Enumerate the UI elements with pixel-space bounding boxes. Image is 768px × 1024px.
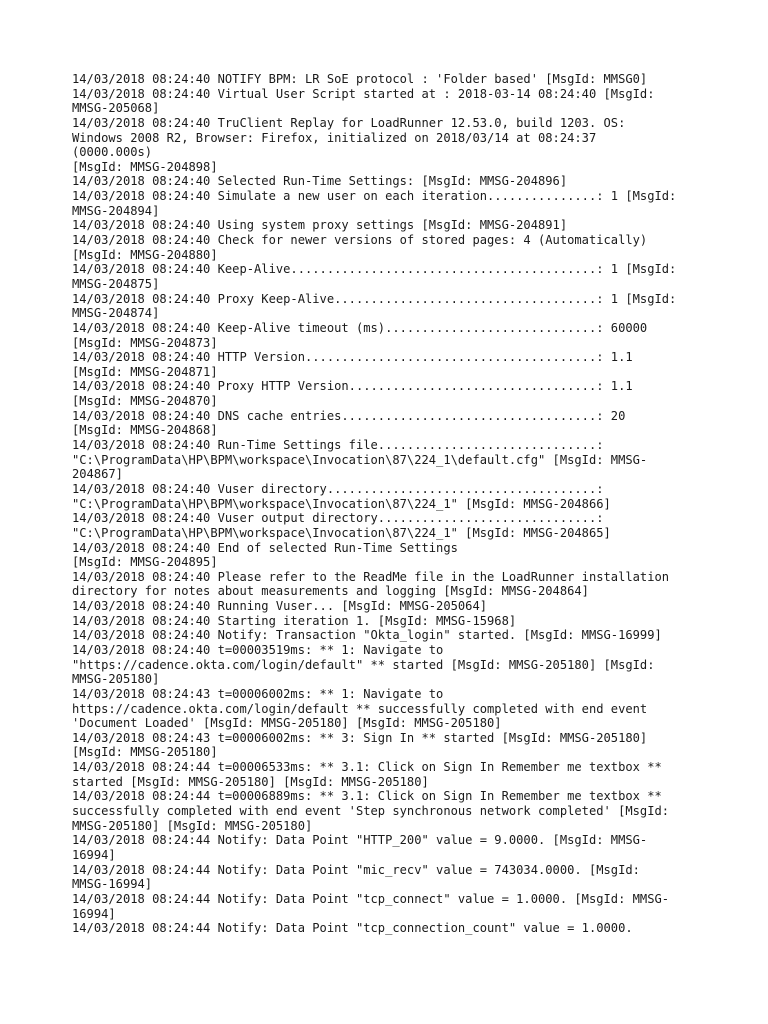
log-line: started [MsgId: MMSG-205180] [MsgId: MMSG-205180] bbox=[72, 774, 429, 789]
log-line: 16994] bbox=[72, 847, 116, 862]
log-line: 14/03/2018 08:24:44 Notify: Data Point "tcp_connect" value = 1.0000. [MsgId: MMSG- bbox=[72, 891, 670, 906]
log-line: 14/03/2018 08:24:40 Virtual User Script started at : 2018-03-14 08:24:40 [MsgId: bbox=[72, 86, 655, 101]
log-line: directory for notes about measurements and logging [MsgId: MMSG-204864] bbox=[72, 584, 589, 599]
log-line: 14/03/2018 08:24:43 t=00006002ms: ** 1: Navigate to bbox=[72, 686, 444, 701]
log-line: 204867] bbox=[72, 467, 123, 482]
log-line: "C:\ProgramData\HP\BPM\workspace\Invocation\87\224_1" [MsgId: MMSG-204865] bbox=[72, 525, 611, 540]
log-line: 14/03/2018 08:24:40 DNS cache entries...................................: 20 bbox=[72, 408, 626, 423]
log-line: [MsgId: MMSG-204880] bbox=[72, 247, 218, 262]
log-line: https://cadence.okta.com/login/default ** successfully completed with end event bbox=[72, 701, 648, 716]
log-line: MMSG-205068] bbox=[72, 101, 160, 116]
log-line: 14/03/2018 08:24:40 Starting iteration 1. [MsgId: MMSG-15968] bbox=[72, 613, 517, 628]
log-line: 14/03/2018 08:24:40 Running Vuser... [MsgId: MMSG-205064] bbox=[72, 599, 488, 614]
log-line: "C:\ProgramData\HP\BPM\workspace\Invocation\87\224_1\default.cfg" [MsgId: MMSG- bbox=[72, 452, 648, 467]
log-line: "C:\ProgramData\HP\BPM\workspace\Invocation\87\224_1" [MsgId: MMSG-204866] bbox=[72, 496, 611, 511]
log-line: 14/03/2018 08:24:40 Simulate a new user on each iteration...............: 1 [MsgId: bbox=[72, 189, 677, 204]
log-line: 14/03/2018 08:24:40 Check for newer versions of stored pages: 4 (Automatically) bbox=[72, 233, 648, 248]
log-line: 14/03/2018 08:24:40 NOTIFY BPM: LR SoE protocol : 'Folder based' [MsgId: MMSG0] bbox=[72, 72, 648, 86]
log-line: [MsgId: MMSG-204871] bbox=[72, 364, 218, 379]
log-line: 14/03/2018 08:24:40 TruClient Replay for LoadRunner 12.53.0, build 1203. OS: bbox=[72, 115, 626, 130]
log-line: 14/03/2018 08:24:40 End of selected Run-Time Settings bbox=[72, 540, 458, 555]
log-line: Windows 2008 R2, Browser: Firefox, initialized on 2018/03/14 at 08:24:37 bbox=[72, 130, 597, 145]
log-line: MMSG-204894] bbox=[72, 203, 160, 218]
log-line: 14/03/2018 08:24:40 HTTP Version........................................: 1.1 bbox=[72, 350, 633, 365]
log-output bbox=[72, 72, 702, 936]
log-line: 'Document Loaded' [MsgId: MMSG-205180] [MsgId: MMSG-205180] bbox=[72, 716, 502, 731]
log-line: 14/03/2018 08:24:44 t=00006533ms: ** 3.1: Click on Sign In Remember me textbox ** bbox=[72, 760, 662, 775]
log-line: 14/03/2018 08:24:40 Proxy Keep-Alive....................................: 1 [MsgId: bbox=[72, 291, 677, 306]
log-line: 14/03/2018 08:24:40 Run-Time Settings file..............................: bbox=[72, 438, 604, 453]
log-line: MMSG-204875] bbox=[72, 276, 160, 291]
log-line: 14/03/2018 08:24:40 Using system proxy settings [MsgId: MMSG-204891] bbox=[72, 218, 568, 233]
log-line: 14/03/2018 08:24:40 Vuser directory.....................................: bbox=[72, 481, 604, 496]
log-line: 14/03/2018 08:24:40 t=00003519ms: ** 1: Navigate to bbox=[72, 642, 444, 657]
log-line: 14/03/2018 08:24:43 t=00006002ms: ** 3: Sign In ** started [MsgId: MMSG-205180] bbox=[72, 730, 648, 745]
log-line: 14/03/2018 08:24:40 Notify: Transaction "Okta_login" started. [MsgId: MMSG-16999] bbox=[72, 628, 662, 643]
log-line: 14/03/2018 08:24:40 Keep-Alive..........................................: 1 [MsgId: bbox=[72, 262, 677, 277]
log-line: MMSG-205180] [MsgId: MMSG-205180] bbox=[72, 818, 313, 833]
log-line: 14/03/2018 08:24:40 Selected Run-Time Settings: [MsgId: MMSG-204896] bbox=[72, 174, 568, 189]
log-line: "https://cadence.okta.com/login/default" ** started [MsgId: MMSG-205180] [MsgId: bbox=[72, 657, 655, 672]
log-line: 16994] bbox=[72, 906, 116, 921]
log-line: MMSG-204874] bbox=[72, 306, 160, 321]
log-line: 14/03/2018 08:24:40 Vuser output directory..............................: bbox=[72, 511, 604, 526]
log-line: successfully completed with end event 'Step synchronous network completed' [MsgId: bbox=[72, 804, 670, 819]
log-line: [MsgId: MMSG-204870] bbox=[72, 394, 218, 409]
log-line: 14/03/2018 08:24:44 Notify: Data Point "tcp_connection_count" value = 1.0000. bbox=[72, 921, 633, 936]
log-line: 14/03/2018 08:24:40 Keep-Alive timeout (ms).............................: 60000 bbox=[72, 320, 648, 335]
log-line: 14/03/2018 08:24:44 Notify: Data Point "mic_recv" value = 743034.0000. [MsgId: bbox=[72, 862, 640, 877]
log-line: [MsgId: MMSG-204868] bbox=[72, 423, 218, 438]
log-line: [MsgId: MMSG-205180] bbox=[72, 745, 218, 760]
log-line: [MsgId: MMSG-204895] bbox=[72, 555, 218, 570]
log-line: [MsgId: MMSG-204873] bbox=[72, 335, 218, 350]
log-line: 14/03/2018 08:24:44 t=00006889ms: ** 3.1: Click on Sign In Remember me textbox ** bbox=[72, 789, 662, 804]
log-line: MMSG-16994] bbox=[72, 877, 153, 892]
log-line: MMSG-205180] bbox=[72, 672, 160, 687]
log-line: 14/03/2018 08:24:40 Proxy HTTP Version..................................: 1.1 bbox=[72, 379, 633, 394]
log-line: 14/03/2018 08:24:44 Notify: Data Point "HTTP_200" value = 9.0000. [MsgId: MMSG- bbox=[72, 833, 648, 848]
log-line: (0000.000s) bbox=[72, 145, 153, 160]
log-line: 14/03/2018 08:24:40 Please refer to the ReadMe file in the LoadRunner installation bbox=[72, 569, 670, 584]
log-line: [MsgId: MMSG-204898] bbox=[72, 159, 218, 174]
